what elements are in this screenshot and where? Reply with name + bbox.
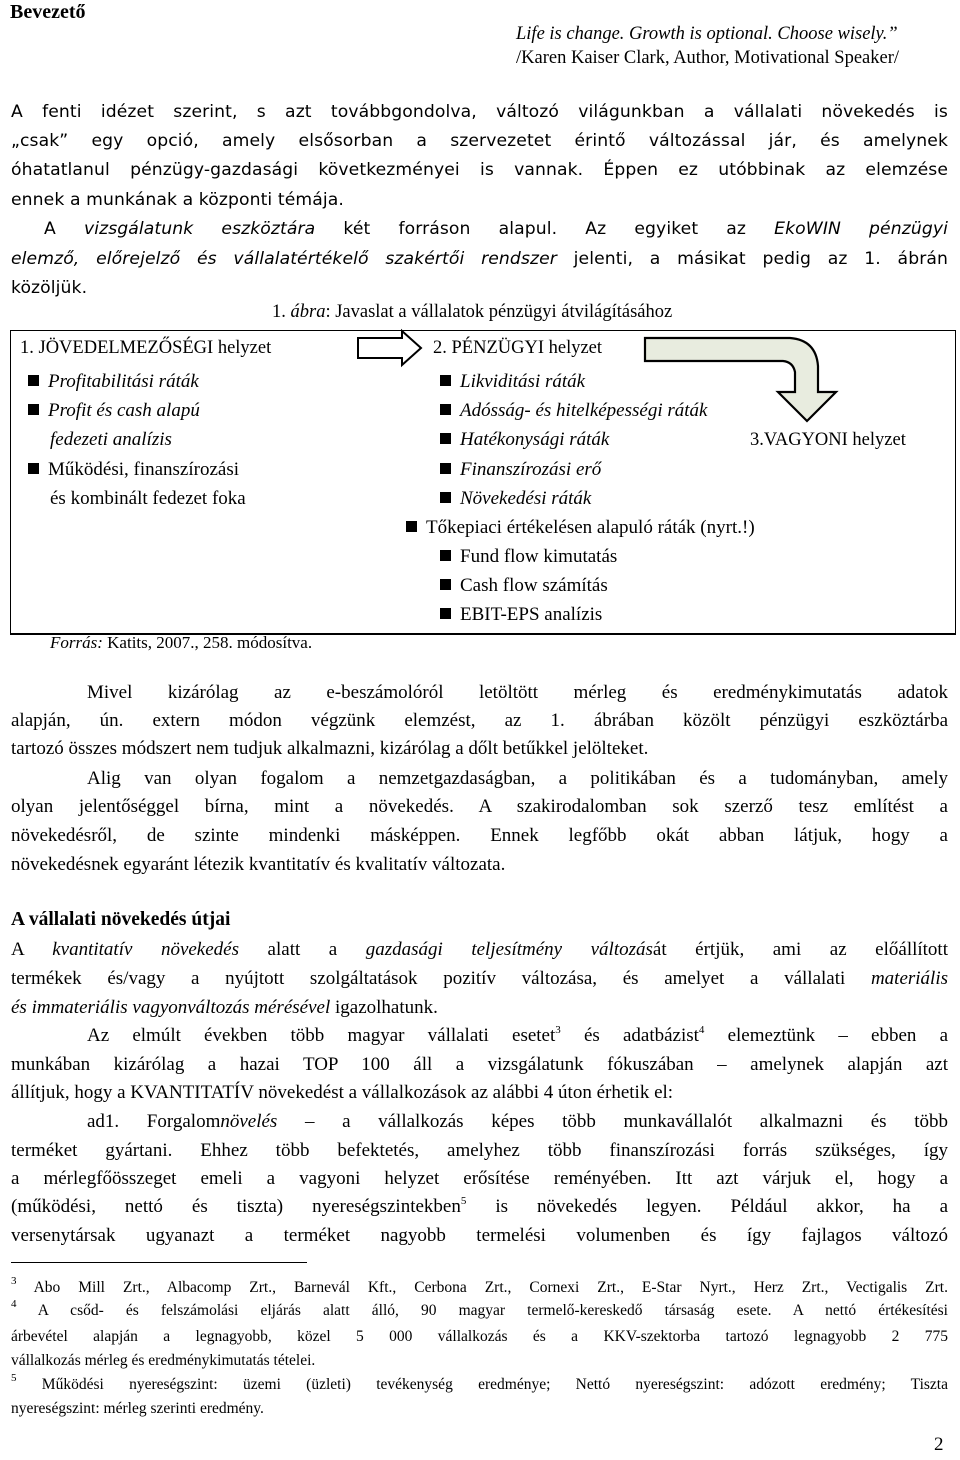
- after-fig-line: olyan jelentőséggel bírna, mint a növekedés. A szakirodalomban sok szerző tesz említést a: [11, 796, 948, 817]
- intro-p2-line-2: elemző, előrejelző és vállalatértékelő szakértői rendszer jelenti, a másikat pedig az 1. ábrán: [11, 249, 948, 269]
- col3-item: Fund flow kimutatás: [440, 546, 617, 568]
- bullet-icon: [440, 492, 451, 503]
- col1-heading: 1. JÖVEDELMEZŐSÉGI helyzet: [20, 338, 272, 358]
- bullet-icon: [440, 463, 451, 474]
- col2-item: Adósság- és hitelképességi ráták: [440, 400, 707, 422]
- footnote-5-line-2: nyereségszint: mérleg szerinti eredmény.: [11, 1400, 264, 1417]
- footnote-4-line-3: vállalkozás mérleg és eredménykimutatás tételei.: [11, 1352, 316, 1369]
- footnote-separator: [11, 1262, 307, 1263]
- col1-item: fedezeti analízis: [50, 429, 172, 450]
- section2-line: ad1. Forgalomnövelés – a vállalkozás képes több munkavállalót alkalmazni és több: [87, 1111, 948, 1132]
- bullet-icon: [440, 404, 451, 415]
- col2-item: Finanszírozási erő: [440, 459, 601, 481]
- bullet-icon: [440, 375, 451, 386]
- section2-line: munkában kizárólag a hazai TOP 100 áll a vizsgálatunk fókuszában – amelynek alapján azt: [11, 1054, 948, 1075]
- intro-line-4: ennek a munkának a központi témája.: [11, 190, 344, 210]
- section2-line: A kvantitatív növekedés alatt a gazdasági teljesítmény változását értjük, ami az előállított: [11, 939, 948, 960]
- col3-item: EBIT-EPS analízis: [440, 604, 602, 626]
- intro-line-1: A fenti idézet szerint, s azt továbbgondolva, változó világunkban a vállalati növekedés is: [11, 102, 948, 122]
- section2-line: a mérlegfőösszeget emeli a vagyoni helyzet erősítése reményében. Itt azt várjuk el, hogy a: [11, 1168, 948, 1189]
- bullet-icon: [440, 608, 451, 619]
- right-arrow-icon: [358, 331, 421, 365]
- section-title: Bevezető: [10, 1, 86, 23]
- col1-item: és kombinált fedezet foka: [50, 488, 246, 509]
- after-fig-line: alapján, ún. extern módon végzünk elemzést, az 1. ábrában közölt pénzügyi eszköztárba: [11, 710, 948, 731]
- col3-heading: 3.VAGYONI helyzet: [750, 430, 906, 450]
- section2-line: terméket gyártani. Ehhez több befektetés, amelyhez több finanszírozási forrás szükséges, így: [11, 1140, 948, 1161]
- footnote-5: $^5$ Működési nyereségszint: üzemi (üzleti) tevékenység eredménye; Nettó nyereségszint: adózott eredmény; Tiszta: [11, 1372, 948, 1393]
- after-fig-line: növekedésnek egyaránt létezik kvantitatív és kvalitatív változata.: [11, 854, 506, 875]
- col2-item: Növekedési ráták: [440, 488, 591, 510]
- after-fig-line: Mivel kizárólag az e-beszámolóról letöltött mérleg és eredménykimutatás adatok: [87, 682, 948, 703]
- col3-item: Tőkepiaci értékelésen alapuló ráták (nyrt.!): [406, 517, 755, 539]
- section2-line: (működési, nettó és tiszta) nyereségszintekben$^5$ is növekedés legyen. Például akkor, ha a: [11, 1195, 948, 1217]
- bullet-icon: [28, 375, 39, 386]
- quote-text: Life is change. Growth is optional. Choose wisely.”: [516, 24, 898, 44]
- page-number: 2: [934, 1434, 944, 1455]
- footnote-4-line-2: árbevétel alapján a legnagyobb, közel 5 000 vállalkozás és a KKV-szektorba tartozó legnagyobb 2 775: [11, 1328, 948, 1345]
- section2-line: Az elmúlt években több magyar vállalati esetet$^3$ és adatbázist$^4$ elemeztünk – ebben a: [87, 1024, 948, 1046]
- col2-item: Hatékonysági ráták: [440, 429, 609, 451]
- section2-line: és immateriális vagyonváltozás mérésével igazolhatunk.: [11, 997, 438, 1018]
- after-fig-line: növekedésről, de szinte mindenki másképpen. Ennek legfőbb okát abban látjuk, hogy a: [11, 825, 948, 846]
- bullet-icon: [440, 550, 451, 561]
- footnote-4: $^4$ A csőd- és felszámolási eljárás alatt álló, 90 magyar termelő-kereskedő társaság esete. A nettó értékesítési: [11, 1298, 948, 1319]
- col2-item: Likviditási ráták: [440, 371, 585, 393]
- quote-author: /Karen Kaiser Clark, Author, Motivational Speaker/: [516, 48, 900, 68]
- intro-p2-line-1: A vizsgálatunk eszköztára két forráson alapul. Az egyiket az EkoWIN pénzügyi: [44, 219, 948, 239]
- bullet-icon: [28, 404, 39, 415]
- figure-caption: 1. ábra: Javaslat a vállalatok pénzügyi átvilágításához: [272, 302, 673, 322]
- section2-line: állítjuk, hogy a KVANTITATÍV növekedést a vállalkozások az alábbi 4 úton érhetik el:: [11, 1082, 674, 1103]
- col1-item: Profitabilitási ráták: [28, 371, 199, 393]
- col1-item: Működési, finanszírozási: [28, 459, 239, 481]
- col3-item: Cash flow számítás: [440, 575, 608, 597]
- section2-line: versenytársak ugyanazt a terméket nagyobb termelési volumenben és így fajlagos változó: [11, 1225, 948, 1246]
- col2-heading: 2. PÉNZÜGYI helyzet: [433, 338, 603, 358]
- bullet-icon: [440, 433, 451, 444]
- bullet-icon: [28, 463, 39, 474]
- intro-line-3: óhatatlanul pénzügy-gazdasági következményei is vannak. Éppen ez utóbbinak az elemzése: [11, 160, 948, 180]
- footnote-3: $^3$ Abo Mill Zrt., Albacomp Zrt., Barnevál Kft., Cerbona Zrt., Cornexi Zrt., E-Star Nyrt., Herz Zrt., Vectigalis Zrt.: [11, 1275, 948, 1296]
- intro-line-2: „csak” egy opció, amely elsősorban a szervezetet érintő változással jár, és amelynek: [11, 131, 948, 151]
- section2-line: termékek és/vagy a nyújtott szolgáltatások pozitív változása, és amelyet a vállalati materiális: [11, 968, 948, 989]
- bullet-icon: [440, 579, 451, 590]
- col1-item: Profit és cash alapú: [28, 400, 200, 422]
- after-fig-line: tartozó összes módszert nem tudjuk alkalmazni, kizárólag a dőlt betűkkel jelölteket.: [11, 738, 649, 759]
- figure-source: Forrás: Katits, 2007., 258. módosítva.: [50, 633, 313, 652]
- intro-p2-line-3: közöljük.: [11, 278, 88, 298]
- bullet-icon: [406, 521, 417, 532]
- after-fig-line: Alig van olyan fogalom a nemzetgazdaságban, a politikában és a tudományban, amely: [87, 768, 948, 789]
- section2-title: A vállalati növekedés útjai: [11, 909, 231, 930]
